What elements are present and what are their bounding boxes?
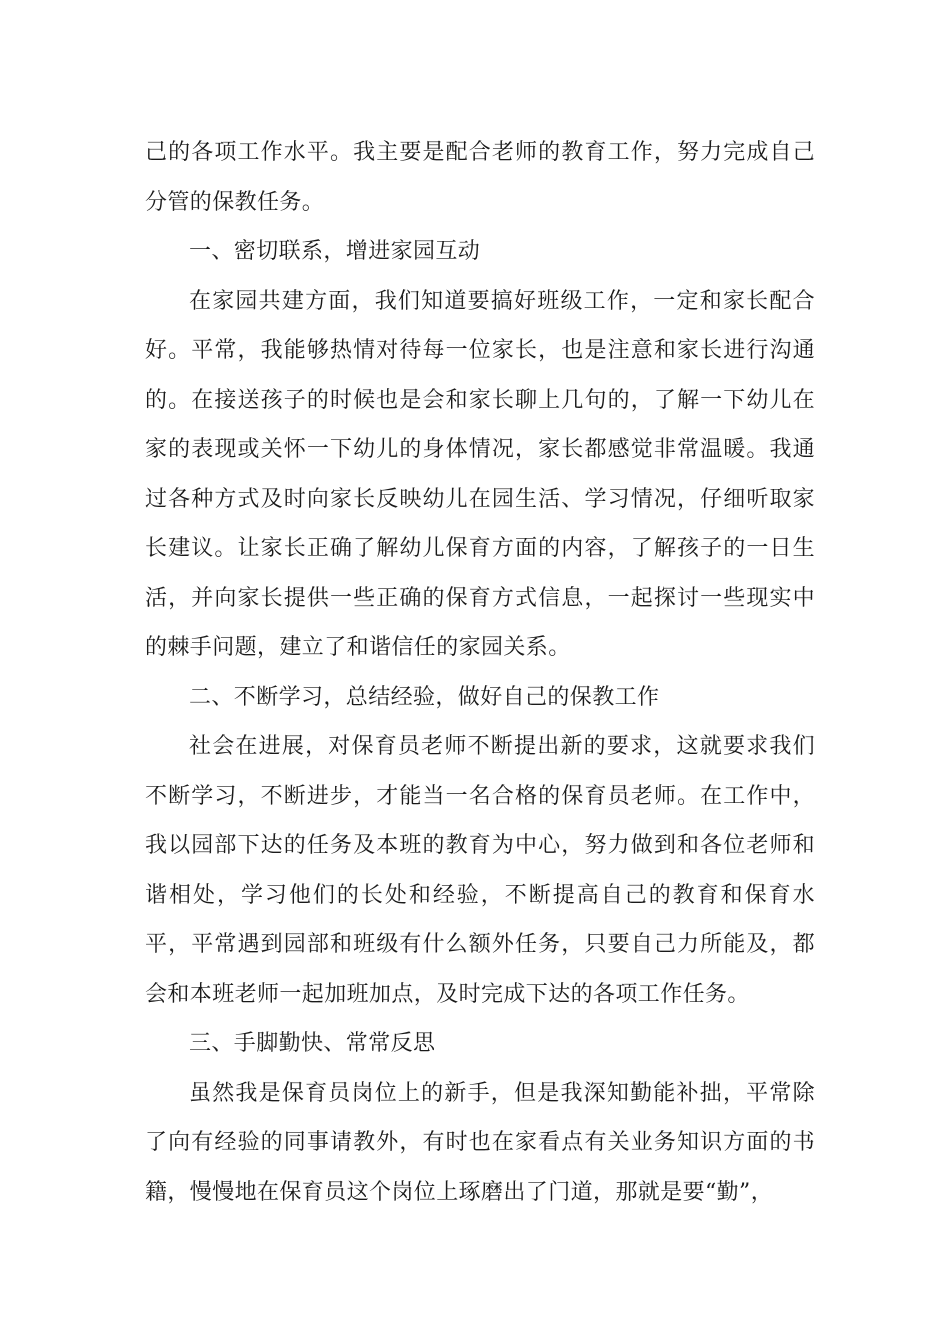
paragraph-diligence: 虽然我是保育员岗位上的新手，但是我深知勤能补拙，平常除了向有经验的同事请教外，有时也在家看点有关业务知识方面的书籍，慢慢地在保育员这个岗位上琢磨出了门道，那就是要“勤”， [145,1080,815,1205]
section-heading-3: 三、手脚勤快、常常反思 [189,1031,436,1056]
paragraph-home-school: 在家园共建方面，我们知道要搞好班级工作，一定和家长配合好。平常，我能够热情对待每一位家长，也是注意和家长进行沟通的。在接送孩子的时候也是会和家长聊上几句的，了解一下幼儿在家的表现或关怀一下幼儿的身体情况，家长都感觉非常温暖。我通过各种方式及时向家长反映幼儿在园生活、学习情况，仔细听取家长建议。让家长正确了解幼儿保育方面的内容，了解孩子的一日生活，并向家长提供一些正确的保育方式信息，一起探讨一些现实中的棘手问题，建立了和谐信任的家园关系。 [145,288,815,660]
paragraph-learning: 社会在进展，对保育员老师不断提出新的要求，这就要求我们不断学习，不断进步，才能当一名合格的保育员老师。在工作中，我以园部下达的任务及本班的教育为中心，努力做到和各位老师和谐相处，学习他们的长处和经验，不断提高自己的教育和保育水平，平常遇到园部和班级有什么额外任务，只要自己力所能及，都会和本班老师一起加班加点，及时完成下达的各项工作任务。 [145,734,815,1007]
section-heading-1: 一、密切联系，增进家园互动 [189,239,481,264]
paragraph-continuation: 己的各项工作水平。我主要是配合老师的教育工作，努力完成自己分管的保教任务。 [145,140,815,215]
document-body [145,128,815,1217]
section-heading-2: 二、不断学习，总结经验，做好自己的保教工作 [189,684,660,710]
